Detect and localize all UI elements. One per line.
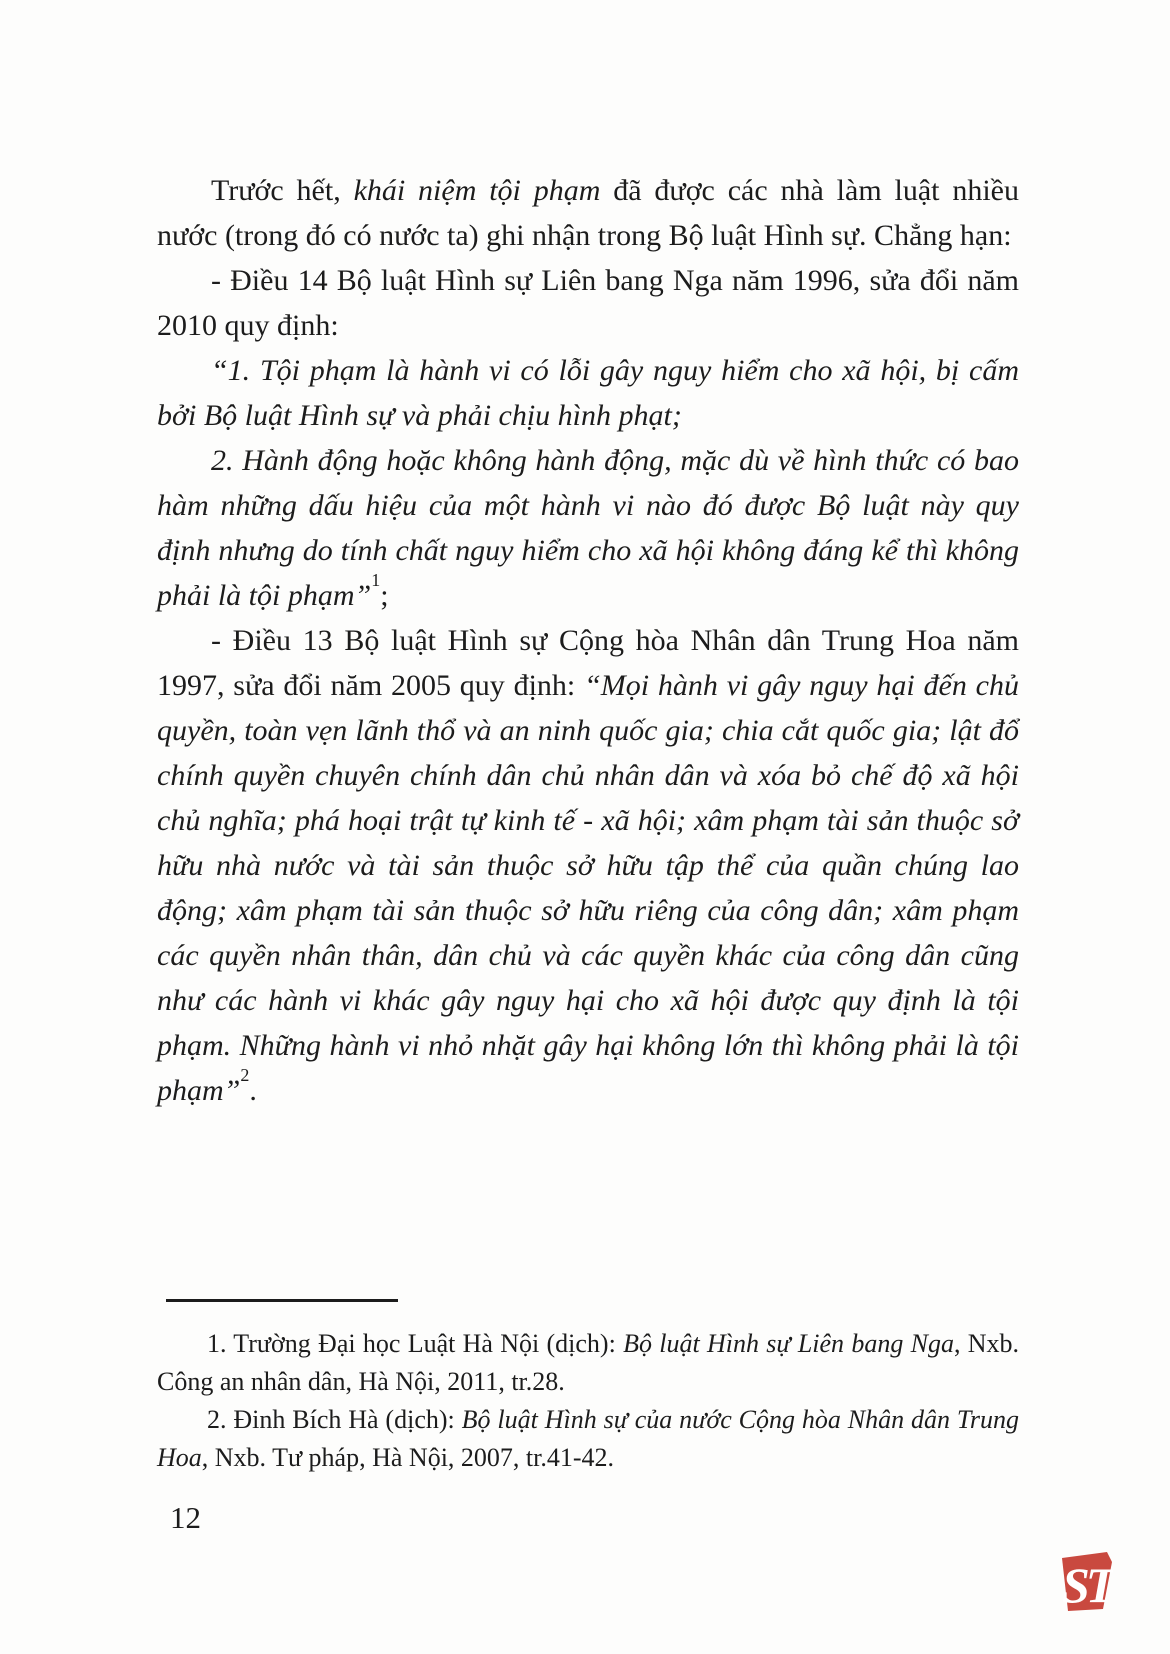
footnote-marker: 1 [371,569,381,590]
text-segment: 2. Hành động hoặc không hành động, mặc dù về hình thức có bao hàm những dấu hiệu của một hành vi nào đó được Bộ luật này quy định nhưng do tính chất nguy hiểm cho xã hội không đáng kể thì không phải là tội phạm” [157,444,1019,612]
footnote-marker: 2 [240,1064,250,1085]
body-paragraph [157,168,1019,258]
footnote-separator [166,1299,398,1302]
footnote [157,1325,1019,1401]
text-segment: “Mọi hành vi gây nguy hại đến chủ quyền, toàn vẹn lãnh thổ và an ninh quốc gia; chia cắt quốc gia; lật đổ chính quyền chuyên chính dân chủ nhân dân và xóa bỏ chế độ xã hội chủ nghĩa; phá hoại trật tự kinh tế - xã hội; xâm phạm tài sản thuộc sở hữu nhà nước và tài sản thuộc sở hữu tập thể của quần chúng lao động; xâm phạm tài sản thuộc sở hữu riêng của công dân; xâm phạm các quyền nhân thân, dân chủ và các quyền khác của công dân cũng như các hành vi khác gây nguy hại cho xã hội được quy định là tội phạm. Những hành vi nhỏ nhặt gây hại không lớn thì không phải là tội phạm” [157,669,1019,1107]
publisher-logo [1057,1551,1113,1613]
body-paragraph [157,258,1019,348]
logo-text: ST [1062,1557,1113,1613]
page-number: 12 [170,1500,201,1535]
body-text [157,168,1019,1113]
text-segment: 1. Trường Đại học Luật Hà Nội (dịch): [207,1329,624,1358]
text-segment: đã được các nhà làm luật nhiều nước (trong đó có nước ta) ghi nhận trong Bộ luật Hình sự. Chẳng hạn: [157,174,1020,252]
text-segment: Trước hết, [211,174,354,207]
text-segment: khái niệm tội phạm [353,174,601,207]
body-paragraph [157,438,1019,618]
body-paragraph [157,618,1019,1113]
text-segment: , Nxb. Công an nhân dân, Hà Nội, 2011, tr.28. [157,1329,1020,1396]
text-segment: Bộ luật Hình sự Liên bang Nga [623,1329,954,1358]
publisher-logo-icon [1057,1551,1113,1613]
text-segment: - Điều 14 Bộ luật Hình sự Liên bang Nga năm 1996, sửa đổi năm 2010 quy định: [157,264,1019,342]
text-segment: Bộ luật Hình sự của nước Cộng hòa Nhân dân Trung Hoa [157,1405,1019,1472]
footnotes [157,1325,1019,1477]
text-segment: , Nxb. Tư pháp, Hà Nội, 2007, tr.41-42. [201,1443,615,1472]
footnote [157,1401,1019,1477]
body-paragraph [157,348,1019,438]
text-segment: “1. Tội phạm là hành vi có lỗi gây nguy hiểm cho xã hội, bị cấm bởi Bộ luật Hình sự và phải chịu hình phạt; [157,354,1019,432]
text-segment: . [249,1074,257,1107]
text-segment: 2. Đinh Bích Hà (dịch): [207,1405,462,1434]
text-segment: ; [380,579,389,612]
text-segment: - Điều 13 Bộ luật Hình sự Cộng hòa Nhân dân Trung Hoa năm 1997, sửa đổi năm 2005 quy định: [157,624,1019,702]
